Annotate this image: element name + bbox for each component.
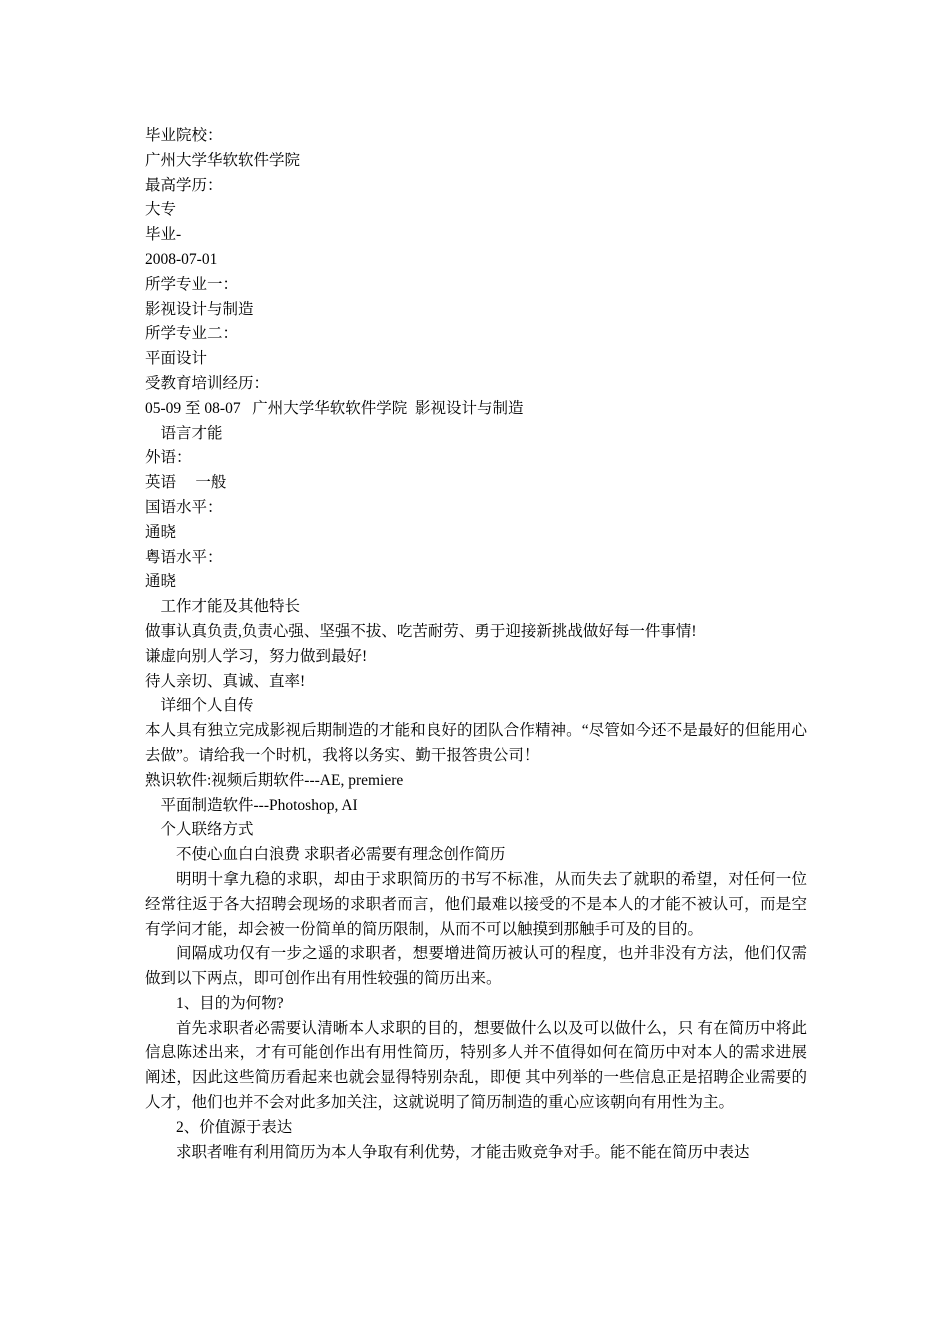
value-education-history: 05-09 至 08-07 广州大学华软软件学院 影视设计与制造 [145,399,524,417]
skill-line-1: 做事认真负责,负责心强、坚强不拔、吃苦耐劳、勇于迎接新挑战做好每一件事情! [145,622,697,640]
skill-line-2: 谦虚向别人学习，努力做到最好! [145,647,368,665]
article-paragraph-2: 间隔成功仅有一步之遥的求职者，想要增进简历被认可的程度，也并非没有方法，他们仅需做到以下两点，即可创作出有用性较强的简历出来。 [145,945,807,988]
autobiography-paragraph: 本人具有独立完成影视后期制造的才能和良好的团队合作精神。“尽管如今还不是最好的但能用心去做”。请给我一个时机，我将以务实、勤干报答贵公司！ [145,722,807,764]
article-heading-1: 1、目的为何物? [145,994,284,1012]
article-title: 不使心血白白浪费 求职者必需要有理念创作简历 [145,846,506,864]
value-graduation-date: 2008-07-01 [145,250,218,268]
label-major-one: 所学专业一： [145,275,239,293]
section-language-skills: 语言才能 [145,424,223,442]
value-graduated-school: 广州大学华软软件学院 [145,151,301,169]
value-major-one: 影视设计与制造 [145,300,254,318]
value-cantonese-level: 通晓 [145,573,177,591]
label-major-two: 所学专业二： [145,325,239,343]
label-mandarin-level: 国语水平： [145,498,223,516]
section-contact: 个人联络方式 [145,821,254,839]
software-video: 熟识软件:视频后期软件---AE, premiere [145,771,404,789]
value-major-two: 平面设计 [145,350,208,368]
article-heading-2: 2、价值源于表达 [145,1118,293,1136]
article-paragraph-4: 求职者唯有利用简历为本人争取有利优势，才能击败竞争对手。能不能在简历中表达 [176,1143,750,1161]
label-highest-education: 最高学历： [145,176,223,194]
section-autobiography: 详细个人自传 [145,697,254,715]
section-work-skills: 工作才能及其他特长 [145,598,301,616]
value-foreign-language: 英语 一般 [145,474,227,492]
label-cantonese-level: 粤语水平： [145,548,223,566]
value-mandarin-level: 通晓 [145,523,177,541]
skill-line-3: 待人亲切、真诚、直率! [145,672,306,690]
article-paragraph-1: 明明十拿九稳的求职，却由于求职简历的书写不标准，从而失去了就职的希望，对任何一位经常往返于各大招聘会现场的求职者而言，他们最难以接受的不是本人的才能不被认可，而是空有学问才能，却会被一份简单的简历限制，从而不可以触摸到那触手可及的目的。 [145,870,807,938]
article-paragraph-3: 首先求职者必需要认清晰本人求职的目的，想要做什么以及可以做什么，只 有在简历中将此信息陈述出来，才有可能创作出有用性简历，特别多人并不值得如何在简历中对本人的需求进展阐述，因此这些简历看起来也就会显得特别杂乱，即便 其中列举的一些信息正是招聘企业需要的人才，他们也并不会对此多加关注，这就说明了简历制造的重心应该朝向有用性为主。 [145,1019,807,1112]
label-graduated-school: 毕业院校： [145,127,223,144]
software-graphic: 平面制造软件---Photoshop, AI [145,796,358,814]
label-foreign-language: 外语： [145,449,192,467]
label-graduation: 毕业- [145,226,182,244]
document-body [145,124,807,1165]
value-highest-education: 大专 [145,201,177,219]
label-education-history: 受教育培训经历： [145,374,270,392]
